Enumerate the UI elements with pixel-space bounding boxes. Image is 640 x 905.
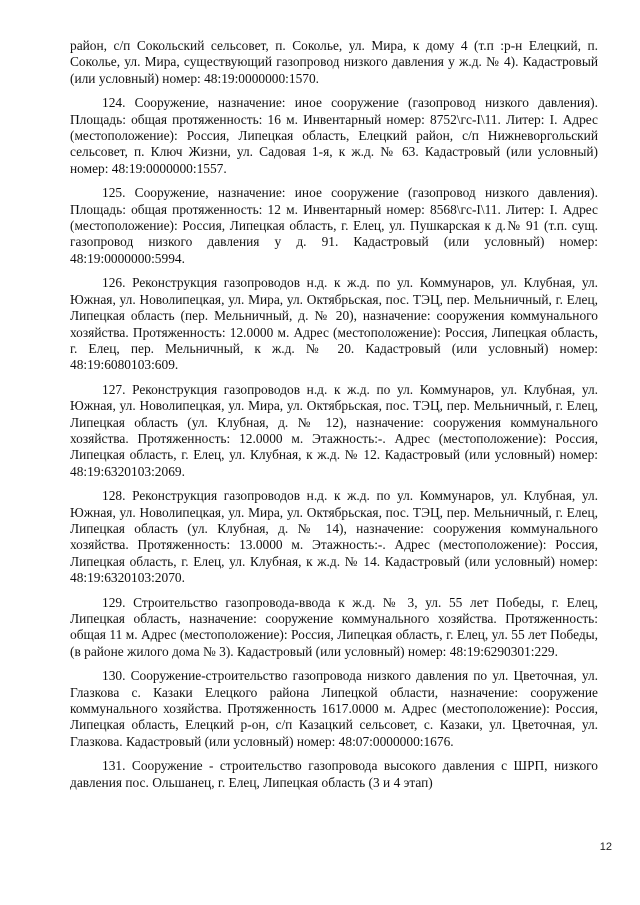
page-number: 12 — [599, 841, 612, 853]
paragraph-continuation: район, с/п Сокольский сельсовет, п. Соколье, ул. Мира, к дому 4 (т.п :р-н Елецкий, п. Соколье, ул. Мира, существующий газопровод низкого давления у ж.д. № 4). Кадастровый (или условный) номер: 48:19:0000000:1570. — [70, 38, 598, 86]
paragraph-item-129: 129. Строительство газопровода-ввода к ж.д. № 3, ул. 55 лет Победы, г. Елец, Липецкая область, назначение: сооружение коммунального хозяйства. Протяженность: общая 11 м. Адрес (местоположение): Россия, Липецкая область, г. Елец, ул. 55 лет Победы, (в районе жилого дома № 3). Кадастровый (или условный) номер: 48:19:6290301:229. — [70, 594, 598, 659]
paragraph-item-127: 127. Реконструкция газопроводов н.д. к ж.д. по ул. Коммунаров, ул. Клубная, ул. Южная, ул. Новолипецкая, ул. Мира, ул. Октябрьская, пос. ТЭЦ, пер. Мельничный, г. Елец, Липецкая область (ул. Клубная, д. № 12), назначение: сооружения коммунального хозяйства. Протяженность: 12.0000 м. Этажность:-. Адрес (местоположение): Россия, Липецкая область, г. Елец, ул. Клубная, к ж.д. № 12. Кадастровый (или условный) номер: 48:19:6320103:2069. — [70, 381, 598, 479]
paragraph-item-131: 131. Сооружение - строительство газопровода высокого давления с ШРП, низкого давления пос. Ольшанец, г. Елец, Липецкая область (3 и 4 этап) — [70, 758, 598, 790]
paragraph-item-124: 124. Сооружение, назначение: иное сооружение (газопровод низкого давления). Площадь: общая протяженность: 16 м. Инвентарный номер: 8752\гс-I\11. Литер: I. Адрес (местоположение): Россия, Липецкая область, Елецкий район, с/п Нижневоргольский сельсовет, п. Ключ Жизни, ул. Садовая 1-я, к ж.д. № 63. Кадастровый (или условный) номер: 48:19:0000000:1557. — [70, 95, 598, 176]
paragraph-item-125: 125. Сооружение, назначение: иное сооружение (газопровод низкого давления). Площадь: общая протяженность: 12 м. Инвентарный номер: 8568\гс-I\11. Литер: I. Адрес (местоположение): Россия, Липецкая область, г. Елец, ул. Пушкарская к д.№ 91 (т.п. сущ. газопровод низкого давления у д. 91. Кадастровый (или условный) номер: 48:19:0000000:5994. — [70, 185, 598, 266]
document-page — [70, 38, 598, 799]
paragraph-item-128: 128. Реконструкция газопроводов н.д. к ж.д. по ул. Коммунаров, ул. Клубная, ул. Южная, ул. Новолипецкая, ул. Мира, ул. Октябрьская, пос. ТЭЦ, пер. Мельничный, г. Елец, Липецкая область (ул. Клубная, д. № 14), назначение: сооружения коммунального хозяйства. Протяженность: 13.0000 м. Этажность:-. Адрес (местоположение): Россия, Липецкая область, г. Елец, ул. Клубная, к ж.д. № 14. Кадастровый (или условный) номер: 48:19:6320103:2070. — [70, 488, 598, 586]
paragraph-item-130: 130. Сооружение-строительство газопровода низкого давления по ул. Цветочная, ул. Глазкова с. Казаки Елецкого района Липецкой области, назначение: сооружение коммунального хозяйства. Протяженность 1617.0000 м. Адрес (местоположение): Россия, Липецкая область, Елецкий р-он, с/п Казацкий сельсовет, с. Казаки, ул. Цветочная, ул. Глазкова. Кадастровый (или условный) номер: 48:07:0000000:1676. — [70, 668, 598, 749]
paragraph-item-126: 126. Реконструкция газопроводов н.д. к ж.д. по ул. Коммунаров, ул. Клубная, ул. Южная, ул. Новолипецкая, ул. Мира, ул. Октябрьская, пос. ТЭЦ, пер. Мельничный, г. Елец, Липецкая область (пер. Мельничный, д. № 20), назначение: сооружения коммунального хозяйства. Протяженность: 12.0000 м. Адрес (местоположение): Россия, Липецкая область, г. Елец, пер. Мельничный, к ж.д. № 20. Кадастровый (или условный) номер: 48:19:6080103:609. — [70, 275, 598, 373]
